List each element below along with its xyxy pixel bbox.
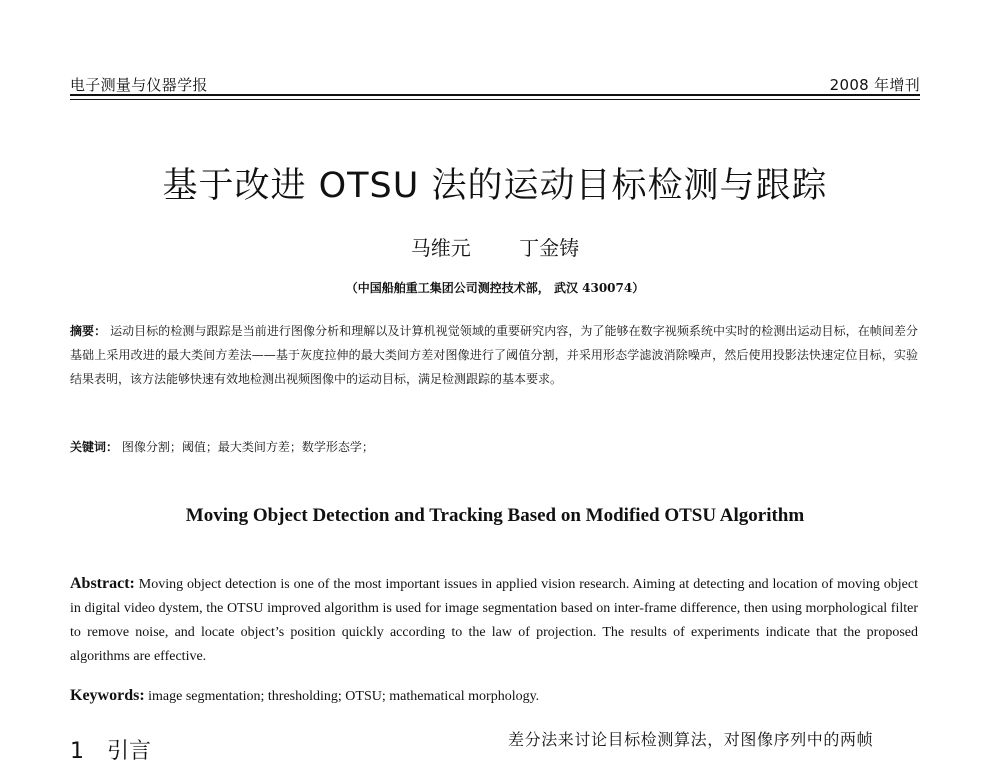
chinese-keywords	[70, 437, 918, 457]
body-text-line: 差分法来讨论目标检测算法，对图像序列中的两帧	[508, 730, 874, 749]
author-list	[70, 232, 920, 261]
english-keywords-label: Keywords:	[70, 687, 145, 704]
issue-label: 2008 年增刊	[829, 76, 920, 94]
english-keywords	[70, 684, 918, 709]
english-keywords-text: image segmentation; thresholding; OTSU; mathematical morphology.	[148, 689, 540, 704]
english-abstract-text: Moving object detection is one of the most important issues in applied vision research. Aiming at detecting and location of moving object in digital video dystem, the OTSU improved algorithm is used for image segmentation based on inter-frame difference, then using morphological filter to remove noise, and locate object’s position quickly according to the law of projection. The results of experiments indicate that the proposed algorithms are effective.	[70, 577, 919, 664]
journal-name: 电子测量与仪器学报	[70, 76, 208, 94]
affiliation: （中国船舶重工集团公司测控技术部， 武汉 430074）	[345, 281, 645, 295]
chinese-keywords-text: 图像分割；阈值；最大类间方差；数学形态学；	[121, 440, 374, 454]
section-number: 1	[70, 739, 84, 760]
author-name: 丁金铸	[519, 236, 580, 260]
chinese-keywords-label: 关键词：	[70, 440, 119, 454]
paper-title: 基于改进 OTSU 法的运动目标检测与跟踪	[162, 166, 828, 206]
english-abstract	[70, 572, 918, 669]
author-name: 马维元	[410, 236, 471, 260]
chinese-abstract	[70, 319, 918, 391]
chinese-abstract-text: 运动目标的检测与跟踪是当前进行图像分析和理解以及计算机视觉领域的重要研究内容，为了能够在数字视频系统中实时的检测出运动目标，在帧间差分基础上采用改进的最大类间方差法——基于灰度拉伸的最大类间方差对图像进行了阈值分割，并采用形态学滤波消除噪声，然后使用投影法快速定位目标，实验结果表明，该方法能够快速有效地检测出视频图像中的运动目标，满足检测跟踪的基本要求。	[70, 324, 918, 386]
section-title: 引言	[107, 739, 152, 760]
header-thick-rule	[70, 94, 920, 96]
chinese-abstract-label: 摘要：	[70, 324, 107, 338]
header-thin-rule	[70, 99, 920, 100]
english-title: Moving Object Detection and Tracking Based on Modified OTSU Algorithm	[185, 505, 805, 526]
english-abstract-label: Abstract:	[70, 575, 135, 592]
section-heading	[70, 734, 151, 760]
